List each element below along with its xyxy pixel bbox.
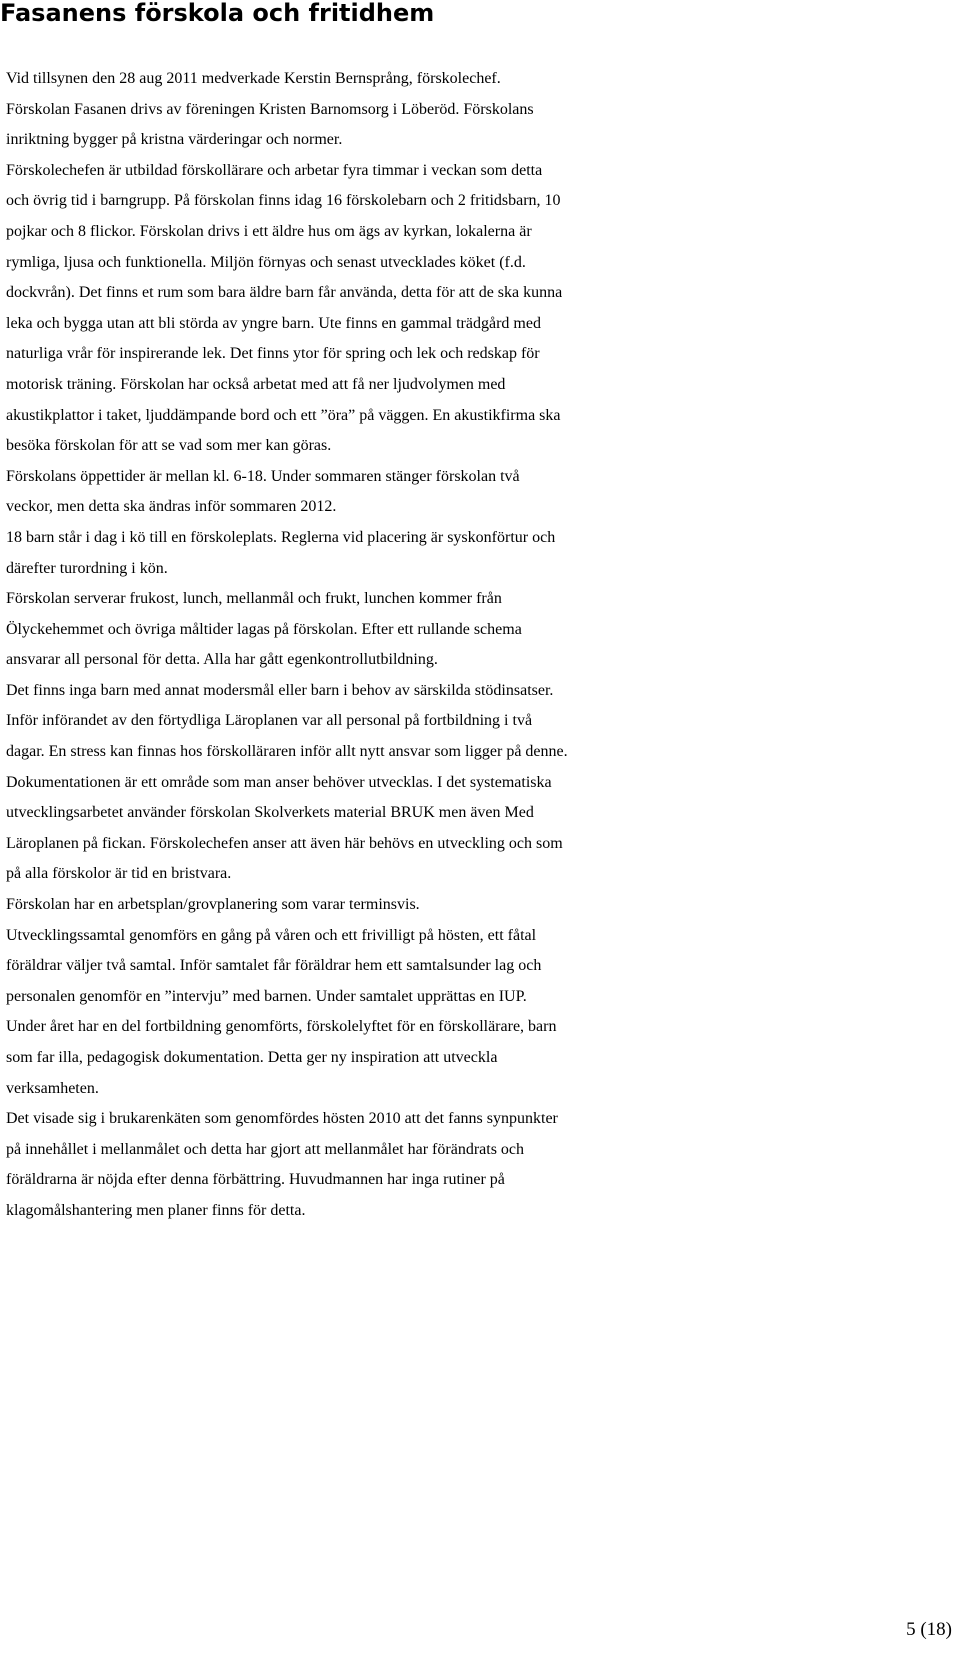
text-line: klagomålshantering men planer finns för detta. <box>6 1201 306 1219</box>
text-line: personalen genomför en ”intervju” med barnen. Under samtalet upprättas en IUP. <box>6 987 527 1005</box>
text-line: Inför införandet av den förtydliga Läroplanen var all personal på fortbildning i två <box>6 712 533 730</box>
section-heading: Fasanens förskola och fritidhem <box>0 0 435 27</box>
text-line: utvecklingsarbetet använder förskolan Skolverkets material BRUK men även Med <box>6 804 534 822</box>
text-line: motorisk träning. Förskolan har också arbetat med att få ner ljudvolymen med <box>6 375 506 393</box>
text-line: på innehållet i mellanmålet och detta har gjort att mellanmålet har förändrats och <box>6 1140 525 1158</box>
text-line: akustikplattor i taket, ljuddämpande bord och ett ”öra” på väggen. En akustikfirma ska <box>6 406 561 424</box>
text-line: Förskolans öppettider är mellan kl. 6-18. Under sommaren stänger förskolan två <box>6 467 520 485</box>
text-line: verksamheten. <box>6 1079 99 1097</box>
text-line: Utvecklingssamtal genomförs en gång på våren och ett frivilligt på hösten, ett fåtal <box>6 926 537 944</box>
text-line: leka och bygga utan att bli störda av yngre barn. Ute finns en gammal trädgård med <box>6 314 541 332</box>
text-line: naturliga vrår för inspirerande lek. Det finns ytor för spring och lek och redskap för <box>6 345 540 363</box>
text-line: föräldrar väljer två samtal. Inför samtalet får föräldrar hem ett samtalsunder lag och <box>6 957 542 975</box>
text-line: på alla förskolor är tid en bristvara. <box>6 865 232 883</box>
text-line: föräldrarna är nöjda efter denna förbättring. Huvudmannen har inga rutiner på <box>6 1171 505 1189</box>
body-text <box>6 64 958 1227</box>
text-line: Ölyckehemmet och övriga måltider lagas på förskolan. Efter ett rullande schema <box>6 620 522 638</box>
text-line: besöka förskolan för att se vad som mer kan göras. <box>6 437 332 455</box>
text-line: Förskolan serverar frukost, lunch, mellanmål och frukt, lunchen kommer från <box>6 590 502 608</box>
text-line: 18 barn står i dag i kö till en förskoleplats. Reglerna vid placering är syskonförtur och <box>6 528 556 546</box>
text-line: rymliga, ljusa och funktionella. Miljön förnyas och senast utvecklades köket (f.d. <box>6 253 526 271</box>
text-line: dockvrån). Det finns et rum som bara äldre barn får använda, detta för att de ska kunna <box>6 284 563 302</box>
text-line: Det finns inga barn med annat modersmål eller barn i behov av särskilda stödinsatser. <box>6 681 554 699</box>
text-line: Under året har en del fortbildning genomförts, förskolelyftet för en förskollärare, barn <box>6 1018 557 1036</box>
text-line: Vid tillsynen den 28 aug 2011 medverkade Kerstin Bernsprång, förskolechef. <box>6 70 501 87</box>
text-line: veckor, men detta ska ändras inför sommaren 2012. <box>6 498 337 516</box>
text-line: Förskolechefen är utbildad förskollärare och arbetar fyra timmar i veckan som detta <box>6 161 543 179</box>
text-line: Förskolan Fasanen drivs av föreningen Kristen Barnomsorg i Löberöd. Förskolans <box>6 100 534 118</box>
text-line: Förskolan har en arbetsplan/grovplanering som varar terminsvis. <box>6 896 420 914</box>
text-line: och övrig tid i barngrupp. På förskolan finns idag 16 förskolebarn och 2 fritidsbarn, 10 <box>6 192 561 210</box>
text-line: Läroplanen på fickan. Förskolechefen anser att även här behövs en utveckling och som <box>6 834 563 852</box>
text-line: Dokumentationen är ett område som man anser behöver utvecklas. I det systematiska <box>6 773 552 791</box>
text-line: pojkar och 8 flickor. Förskolan drivs i ett äldre hus om ägs av kyrkan, lokalerna är <box>6 222 532 240</box>
text-line: därefter turordning i kön. <box>6 559 168 577</box>
text-line: ansvarar all personal för detta. Alla har gått egenkontrollutbildning. <box>6 651 438 669</box>
text-line: Det visade sig i brukarenkäten som genomfördes hösten 2010 att det fanns synpunkter <box>6 1110 558 1128</box>
text-line: inriktning bygger på kristna värderingar och normer. <box>6 131 343 149</box>
text-line: som far illa, pedagogisk dokumentation. Detta ger ny inspiration att utveckla <box>6 1049 498 1066</box>
page-number: 5 (18) <box>906 1619 952 1640</box>
text-line: dagar. En stress kan finnas hos förskolläraren inför allt nytt ansvar som ligger på denne. <box>6 743 568 761</box>
